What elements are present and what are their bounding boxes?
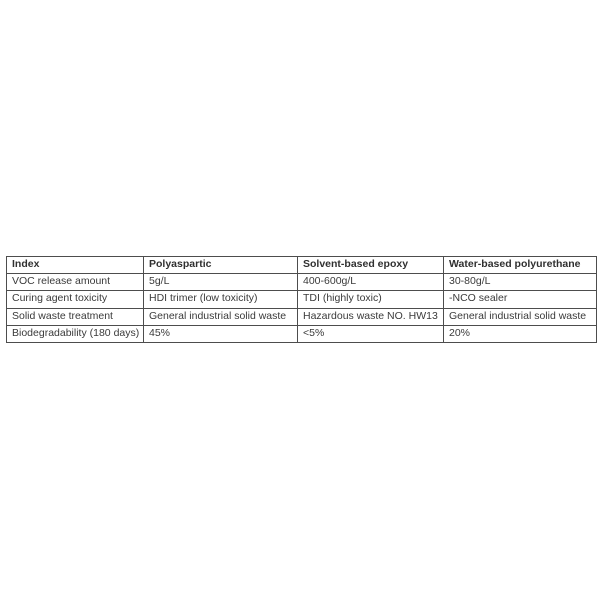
- table-cell: 20%: [444, 325, 597, 342]
- column-header-solvent-based-epoxy: Solvent-based epoxy: [298, 257, 444, 274]
- table-cell: TDI (highly toxic): [298, 291, 444, 308]
- column-header-water-based-polyurethane: Water-based polyurethane: [444, 257, 597, 274]
- table-cell: 30-80g/L: [444, 274, 597, 291]
- table-cell: HDI trimer (low toxicity): [144, 291, 298, 308]
- row-label: Biodegradability (180 days): [7, 325, 144, 342]
- coating-comparison-table: [6, 256, 597, 343]
- column-header-index: Index: [7, 257, 144, 274]
- table-cell: 45%: [144, 325, 298, 342]
- table-row-curing-agent-toxicity: [7, 291, 597, 308]
- table-cell: 5g/L: [144, 274, 298, 291]
- row-label: Solid waste treatment: [7, 308, 144, 325]
- table-cell: General industrial solid waste: [444, 308, 597, 325]
- table-row-biodegradability: [7, 325, 597, 342]
- table-header-row: [7, 257, 597, 274]
- table-row-solid-waste-treatment: [7, 308, 597, 325]
- table-cell: 400-600g/L: [298, 274, 444, 291]
- table-cell: Hazardous waste NO. HW13: [298, 308, 444, 325]
- table-cell: -NCO sealer: [444, 291, 597, 308]
- comparison-table-container: [6, 256, 596, 343]
- table-cell: <5%: [298, 325, 444, 342]
- row-label: VOC release amount: [7, 274, 144, 291]
- table-row-voc-release: [7, 274, 597, 291]
- row-label: Curing agent toxicity: [7, 291, 144, 308]
- table-cell: General industrial solid waste: [144, 308, 298, 325]
- column-header-polyaspartic: Polyaspartic: [144, 257, 298, 274]
